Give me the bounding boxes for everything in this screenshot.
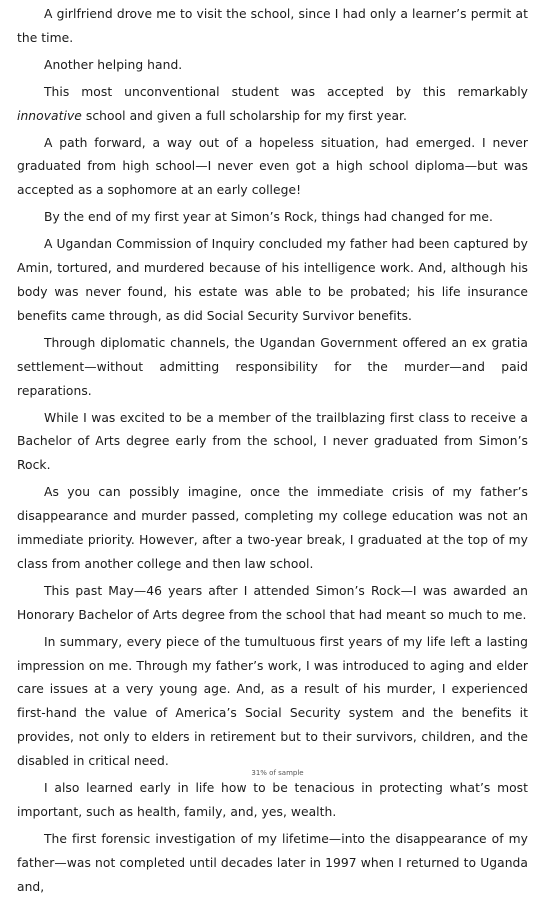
paragraph: Another helping hand. [44,57,183,72]
paragraph: A Ugandan Commission of Inquiry concluded my father had been captured by Amin, tortured, and murdered because of his intelligence work. And, although his body was never found, his estate was able to be probated; his life insurance benefits came through, as did Social Security Survivor benefits. [17,237,528,323]
emphasis-text: innovative [17,108,82,123]
paragraph: A path forward, a way out of a hopeless situation, had emerged. I never graduated from high school—I never even got a high school diploma—but was accepted as a sophomore at an early college! [17,135,528,198]
paragraph: As you can possibly imagine, once the immediate crisis of my father’s disappearance and murder passed, completing my college education was not an immediate priority. However, after a two-year break, I graduated at the top of my class from another college and then law school. [17,485,528,571]
paragraph: This past May—46 years after I attended Simon’s Rock—I was awarded an Honorary Bachelor of Arts degree from the school that had meant so much to me. [17,583,528,622]
paragraph-text: school and given a full scholarship for my first year. [81,108,407,123]
paragraph: The first forensic investigation of my lifetime—into the disappearance of my father—was not completed until decades later in 1997 when I returned to Uganda and, [17,831,528,894]
paragraph: I also learned early in life how to be tenacious in protecting what’s most important, such as health, family, and, yes, wealth. [17,781,528,819]
reading-progress: 31% of sample [251,769,304,777]
paragraph-text: This most unconventional student was accepted by this remarkably [44,84,528,99]
paragraph: While I was excited to be a member of the trailblazing first class to receive a Bachelor of Arts degree early from the school, I never graduated from Simon’s Rock. [17,410,528,473]
paragraph: By the end of my first year at Simon’s Rock, things had changed for me. [44,210,493,225]
paragraph: A girlfriend drove me to visit the school, since I had only a learner’s permit at the time. [17,7,528,45]
paragraph [17,81,528,129]
paragraph: Through diplomatic channels, the Ugandan Government offered an ex gratia settlement—without admitting responsibility for the murder—and paid reparations. [17,335,528,398]
paragraph: In summary, every piece of the tumultuous first years of my life left a lasting impression on me. Through my father’s work, I was introduced to aging and elder care issues at a very young age. And, as a result of his murder, I experienced first-hand the value of America’s Social Security system and the benefits it provides, not only to elders in retirement but to their survivors, children, and the disabled in critical need. [17,634,528,769]
